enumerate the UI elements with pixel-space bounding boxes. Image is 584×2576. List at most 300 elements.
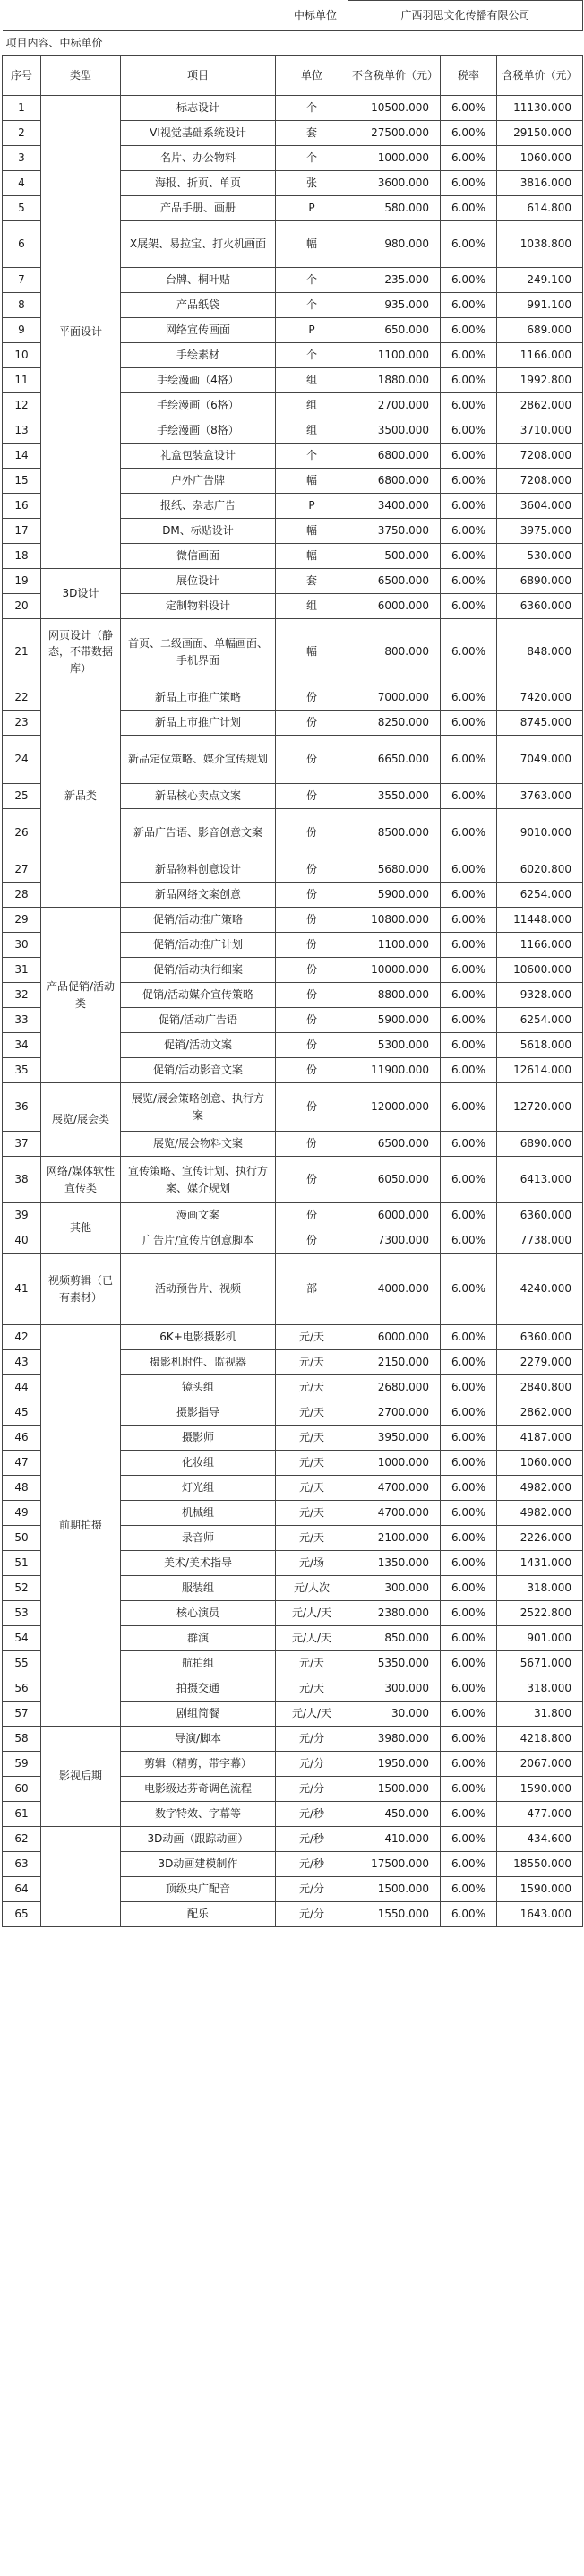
price-inc-tax: 1060.000 [497, 1451, 583, 1476]
item-name: 剪辑（精剪，带字幕） [121, 1752, 276, 1777]
price-ex-tax: 6000.000 [348, 1203, 441, 1228]
price-inc-tax: 6360.000 [497, 1203, 583, 1228]
tax-rate: 6.00% [441, 1008, 497, 1033]
price-ex-tax: 1550.000 [348, 1902, 441, 1927]
row-number: 6 [3, 221, 41, 268]
price-ex-tax: 7300.000 [348, 1228, 441, 1254]
item-name: VI视觉基础系统设计 [121, 121, 276, 146]
unit-cell: P [276, 318, 348, 343]
row-number: 35 [3, 1058, 41, 1083]
price-inc-tax: 6254.000 [497, 883, 583, 908]
price-inc-tax: 3763.000 [497, 784, 583, 809]
row-number: 26 [3, 809, 41, 857]
row-number: 1 [3, 96, 41, 121]
price-inc-tax: 6890.000 [497, 1132, 583, 1157]
item-name: 定制物料设计 [121, 594, 276, 619]
price-inc-tax: 2226.000 [497, 1526, 583, 1551]
item-name: 宣传策略、宣传计划、执行方案、媒介规划 [121, 1157, 276, 1203]
unit-cell: 元/人次 [276, 1576, 348, 1601]
tax-rate: 6.00% [441, 784, 497, 809]
unit-cell: 元/秒 [276, 1852, 348, 1877]
unit-cell: P [276, 196, 348, 221]
unit-cell: 张 [276, 171, 348, 196]
table-subtitle: 项目内容、中标单价 [3, 31, 583, 56]
unit-cell: 份 [276, 784, 348, 809]
item-name: 灯光组 [121, 1476, 276, 1501]
price-inc-tax: 1038.800 [497, 221, 583, 268]
row-number: 31 [3, 958, 41, 983]
row-number: 38 [3, 1157, 41, 1203]
tax-rate: 6.00% [441, 809, 497, 857]
item-name: 礼盒包装盒设计 [121, 444, 276, 469]
tax-rate: 6.00% [441, 1601, 497, 1626]
price-inc-tax: 249.100 [497, 268, 583, 293]
item-name: 名片、办公物料 [121, 146, 276, 171]
row-number: 23 [3, 711, 41, 736]
unit-cell: 组 [276, 393, 348, 418]
row-number: 29 [3, 908, 41, 933]
unit-cell: 份 [276, 1008, 348, 1033]
price-ex-tax: 300.000 [348, 1576, 441, 1601]
price-inc-tax: 2067.000 [497, 1752, 583, 1777]
table-row [3, 1157, 583, 1203]
tax-rate: 6.00% [441, 1501, 497, 1526]
unit-cell: 份 [276, 1083, 348, 1132]
row-number: 4 [3, 171, 41, 196]
price-ex-tax: 10800.000 [348, 908, 441, 933]
price-ex-tax: 3550.000 [348, 784, 441, 809]
row-number: 49 [3, 1501, 41, 1526]
item-name: 6K+电影摄影机 [121, 1325, 276, 1350]
price-inc-tax: 2862.000 [497, 393, 583, 418]
row-number: 27 [3, 857, 41, 883]
unit-cell: 元/人/天 [276, 1702, 348, 1727]
price-ex-tax: 6500.000 [348, 1132, 441, 1157]
row-number: 25 [3, 784, 41, 809]
item-name: 海报、折页、单页 [121, 171, 276, 196]
row-number: 50 [3, 1526, 41, 1551]
unit-cell: 幅 [276, 519, 348, 544]
item-name: 促销/活动文案 [121, 1033, 276, 1058]
tax-rate: 6.00% [441, 1802, 497, 1827]
category-cell: 影视后期 [41, 1727, 121, 1827]
unit-cell: 套 [276, 121, 348, 146]
item-name: 产品纸袋 [121, 293, 276, 318]
category-cell: 视频剪辑（已有素材） [41, 1254, 121, 1325]
category-cell: 平面设计 [41, 96, 121, 569]
tax-rate: 6.00% [441, 1350, 497, 1375]
tax-rate: 6.00% [441, 1827, 497, 1852]
price-ex-tax: 27500.000 [348, 121, 441, 146]
item-name: 促销/活动媒介宣传策略 [121, 983, 276, 1008]
unit-cell: 元/秒 [276, 1802, 348, 1827]
tax-rate: 6.00% [441, 1325, 497, 1350]
price-ex-tax: 12000.000 [348, 1083, 441, 1132]
unit-cell: 组 [276, 368, 348, 393]
row-number: 58 [3, 1727, 41, 1752]
tax-rate: 6.00% [441, 857, 497, 883]
price-ex-tax: 10000.000 [348, 958, 441, 983]
item-name: 展览/展会策略创意、执行方案 [121, 1083, 276, 1132]
price-ex-tax: 1100.000 [348, 343, 441, 368]
table-row [3, 685, 583, 711]
item-name: 新品上市推广计划 [121, 711, 276, 736]
price-inc-tax: 9010.000 [497, 809, 583, 857]
price-inc-tax: 31.800 [497, 1702, 583, 1727]
price-ex-tax: 3980.000 [348, 1727, 441, 1752]
category-cell: 新品类 [41, 685, 121, 908]
unit-cell: 元/分 [276, 1902, 348, 1927]
item-name: 电影级达芬奇调色流程 [121, 1777, 276, 1802]
row-number: 34 [3, 1033, 41, 1058]
price-ex-tax: 5300.000 [348, 1033, 441, 1058]
tax-rate: 6.00% [441, 983, 497, 1008]
col-header-price-in: 含税单价（元） [497, 56, 583, 96]
price-ex-tax: 4700.000 [348, 1501, 441, 1526]
tax-rate: 6.00% [441, 393, 497, 418]
price-inc-tax: 1060.000 [497, 146, 583, 171]
tax-rate: 6.00% [441, 1476, 497, 1501]
item-name: 促销/活动执行细案 [121, 958, 276, 983]
price-ex-tax: 3400.000 [348, 494, 441, 519]
price-inc-tax: 6254.000 [497, 1008, 583, 1033]
item-name: 美术/美术指导 [121, 1551, 276, 1576]
price-ex-tax: 1880.000 [348, 368, 441, 393]
item-name: 新品网络文案创意 [121, 883, 276, 908]
row-number: 51 [3, 1551, 41, 1576]
price-ex-tax: 11900.000 [348, 1058, 441, 1083]
row-number: 40 [3, 1228, 41, 1254]
header-row-columns [3, 56, 583, 96]
item-name: 群演 [121, 1626, 276, 1651]
unit-cell: 元/场 [276, 1551, 348, 1576]
tax-rate: 6.00% [441, 933, 497, 958]
price-inc-tax: 614.800 [497, 196, 583, 221]
tax-rate: 6.00% [441, 268, 497, 293]
unit-cell: 组 [276, 418, 348, 444]
tax-rate: 6.00% [441, 196, 497, 221]
row-number: 41 [3, 1254, 41, 1325]
price-inc-tax: 991.100 [497, 293, 583, 318]
tax-rate: 6.00% [441, 1400, 497, 1426]
tax-rate: 6.00% [441, 1902, 497, 1927]
price-inc-tax: 3604.000 [497, 494, 583, 519]
price-inc-tax: 6020.800 [497, 857, 583, 883]
price-ex-tax: 580.000 [348, 196, 441, 221]
item-name: 展览/展会物料文案 [121, 1132, 276, 1157]
unit-cell: 份 [276, 1203, 348, 1228]
tax-rate: 6.00% [441, 418, 497, 444]
item-name: 拍摄交通 [121, 1676, 276, 1702]
item-name: 新品物料创意设计 [121, 857, 276, 883]
tax-rate: 6.00% [441, 368, 497, 393]
item-name: 漫画文案 [121, 1203, 276, 1228]
price-ex-tax: 6800.000 [348, 469, 441, 494]
price-inc-tax: 7208.000 [497, 444, 583, 469]
tax-rate: 6.00% [441, 444, 497, 469]
tax-rate: 6.00% [441, 171, 497, 196]
row-number: 2 [3, 121, 41, 146]
price-ex-tax: 6050.000 [348, 1157, 441, 1203]
price-ex-tax: 5350.000 [348, 1651, 441, 1676]
item-name: 3D动画（跟踪动画） [121, 1827, 276, 1852]
tax-rate: 6.00% [441, 1777, 497, 1802]
row-number: 11 [3, 368, 41, 393]
row-number: 5 [3, 196, 41, 221]
unit-cell: 元/秒 [276, 1827, 348, 1852]
unit-cell: 份 [276, 933, 348, 958]
unit-cell: 份 [276, 1228, 348, 1254]
tax-rate: 6.00% [441, 1157, 497, 1203]
price-inc-tax: 4240.000 [497, 1254, 583, 1325]
unit-cell: 元/天 [276, 1676, 348, 1702]
row-number: 52 [3, 1576, 41, 1601]
row-number: 44 [3, 1375, 41, 1400]
price-inc-tax: 7420.000 [497, 685, 583, 711]
unit-cell: 个 [276, 444, 348, 469]
unit-cell: 份 [276, 883, 348, 908]
unit-cell: 元/天 [276, 1325, 348, 1350]
row-number: 48 [3, 1476, 41, 1501]
tax-rate: 6.00% [441, 1676, 497, 1702]
category-cell: 其他 [41, 1203, 121, 1254]
tax-rate: 6.00% [441, 1451, 497, 1476]
item-name: 微信画面 [121, 544, 276, 569]
price-inc-tax: 1992.800 [497, 368, 583, 393]
price-ex-tax: 6800.000 [348, 444, 441, 469]
unit-cell: 份 [276, 685, 348, 711]
row-number: 17 [3, 519, 41, 544]
price-inc-tax: 5671.000 [497, 1651, 583, 1676]
table-row [3, 619, 583, 685]
price-ex-tax: 2700.000 [348, 1400, 441, 1426]
item-name: 数字特效、字幕等 [121, 1802, 276, 1827]
price-ex-tax: 500.000 [348, 544, 441, 569]
row-number: 32 [3, 983, 41, 1008]
col-header-unit: 单位 [276, 56, 348, 96]
item-name: 3D动画建模制作 [121, 1852, 276, 1877]
price-inc-tax: 3975.000 [497, 519, 583, 544]
table-row [3, 908, 583, 933]
company-name: 广西羽思文化传播有限公司 [348, 1, 583, 31]
tax-rate: 6.00% [441, 318, 497, 343]
tax-rate: 6.00% [441, 221, 497, 268]
price-inc-tax: 848.000 [497, 619, 583, 685]
price-ex-tax: 235.000 [348, 268, 441, 293]
row-number: 60 [3, 1777, 41, 1802]
price-inc-tax: 29150.000 [497, 121, 583, 146]
price-ex-tax: 6650.000 [348, 736, 441, 784]
price-inc-tax: 9328.000 [497, 983, 583, 1008]
row-number: 61 [3, 1802, 41, 1827]
item-name: 广告片/宣传片创意脚本 [121, 1228, 276, 1254]
unit-cell: 份 [276, 908, 348, 933]
item-name: 台牌、桐叶贴 [121, 268, 276, 293]
row-number: 57 [3, 1702, 41, 1727]
price-inc-tax: 318.000 [497, 1676, 583, 1702]
table-row [3, 569, 583, 594]
tax-rate: 6.00% [441, 1228, 497, 1254]
col-header-tax: 税率 [441, 56, 497, 96]
category-cell: 展览/展会类 [41, 1083, 121, 1157]
tax-rate: 6.00% [441, 146, 497, 171]
price-inc-tax: 2522.800 [497, 1601, 583, 1626]
price-inc-tax: 318.000 [497, 1576, 583, 1601]
tax-rate: 6.00% [441, 1132, 497, 1157]
price-inc-tax: 6360.000 [497, 594, 583, 619]
table-row [3, 1254, 583, 1325]
row-number: 15 [3, 469, 41, 494]
item-name: 手绘漫画（8格） [121, 418, 276, 444]
unit-cell: 元/分 [276, 1752, 348, 1777]
price-inc-tax: 11448.000 [497, 908, 583, 933]
price-inc-tax: 2279.000 [497, 1350, 583, 1375]
tax-rate: 6.00% [441, 1702, 497, 1727]
unit-cell: 元/天 [276, 1400, 348, 1426]
price-ex-tax: 850.000 [348, 1626, 441, 1651]
item-name: 促销/活动广告语 [121, 1008, 276, 1033]
unit-cell: 个 [276, 293, 348, 318]
item-name: 核心演员 [121, 1601, 276, 1626]
table-row [3, 1827, 583, 1852]
price-inc-tax: 901.000 [497, 1626, 583, 1651]
price-inc-tax: 6890.000 [497, 569, 583, 594]
category-cell: 前期拍摄 [41, 1325, 121, 1727]
table-row [3, 96, 583, 121]
row-number: 47 [3, 1451, 41, 1476]
price-ex-tax: 5900.000 [348, 883, 441, 908]
category-cell: 3D设计 [41, 569, 121, 619]
price-ex-tax: 2100.000 [348, 1526, 441, 1551]
unit-cell: 幅 [276, 469, 348, 494]
tax-rate: 6.00% [441, 1752, 497, 1777]
price-ex-tax: 3750.000 [348, 519, 441, 544]
price-ex-tax: 650.000 [348, 318, 441, 343]
price-inc-tax: 4982.000 [497, 1501, 583, 1526]
tax-rate: 6.00% [441, 1426, 497, 1451]
tax-rate: 6.00% [441, 1651, 497, 1676]
row-number: 53 [3, 1601, 41, 1626]
unit-cell: 套 [276, 569, 348, 594]
tax-rate: 6.00% [441, 883, 497, 908]
item-name: 促销/活动影音文案 [121, 1058, 276, 1083]
tax-rate: 6.00% [441, 1375, 497, 1400]
item-name: 网络宣传画面 [121, 318, 276, 343]
item-name: 镜头组 [121, 1375, 276, 1400]
price-ex-tax: 2700.000 [348, 393, 441, 418]
unit-cell: 个 [276, 96, 348, 121]
item-name: 新品核心卖点文案 [121, 784, 276, 809]
price-ex-tax: 410.000 [348, 1827, 441, 1852]
price-ex-tax: 5900.000 [348, 1008, 441, 1033]
unit-cell: 份 [276, 857, 348, 883]
price-inc-tax: 11130.000 [497, 96, 583, 121]
price-ex-tax: 2680.000 [348, 1375, 441, 1400]
row-number: 12 [3, 393, 41, 418]
price-ex-tax: 3500.000 [348, 418, 441, 444]
price-inc-tax: 1166.000 [497, 343, 583, 368]
price-inc-tax: 1643.000 [497, 1902, 583, 1927]
price-ex-tax: 7000.000 [348, 685, 441, 711]
tax-rate: 6.00% [441, 343, 497, 368]
row-number: 39 [3, 1203, 41, 1228]
item-name: 产品手册、画册 [121, 196, 276, 221]
tax-rate: 6.00% [441, 1551, 497, 1576]
item-name: 标志设计 [121, 96, 276, 121]
header-row-company [3, 1, 583, 31]
tax-rate: 6.00% [441, 1083, 497, 1132]
row-number: 28 [3, 883, 41, 908]
row-number: 3 [3, 146, 41, 171]
unit-cell: 组 [276, 594, 348, 619]
item-name: 手绘漫画（4格） [121, 368, 276, 393]
item-name: 手绘素材 [121, 343, 276, 368]
price-inc-tax: 4982.000 [497, 1476, 583, 1501]
item-name: 活动预告片、视频 [121, 1254, 276, 1325]
unit-cell: 份 [276, 711, 348, 736]
bid-price-table [2, 0, 583, 1927]
unit-cell: 元/天 [276, 1476, 348, 1501]
row-number: 20 [3, 594, 41, 619]
unit-cell: 元/天 [276, 1375, 348, 1400]
price-ex-tax: 6000.000 [348, 1325, 441, 1350]
row-number: 64 [3, 1877, 41, 1902]
price-ex-tax: 17500.000 [348, 1852, 441, 1877]
table-body [3, 1, 583, 1927]
row-number: 30 [3, 933, 41, 958]
col-header-no: 序号 [3, 56, 41, 96]
row-number: 55 [3, 1651, 41, 1676]
price-inc-tax: 6360.000 [497, 1325, 583, 1350]
tax-rate: 6.00% [441, 1033, 497, 1058]
unit-cell: 元/分 [276, 1727, 348, 1752]
item-name: 顶级央广配音 [121, 1877, 276, 1902]
price-ex-tax: 3600.000 [348, 171, 441, 196]
price-ex-tax: 4000.000 [348, 1254, 441, 1325]
unit-cell: 部 [276, 1254, 348, 1325]
row-number: 65 [3, 1902, 41, 1927]
price-inc-tax: 2840.800 [497, 1375, 583, 1400]
row-number: 33 [3, 1008, 41, 1033]
table-row [3, 1203, 583, 1228]
row-number: 63 [3, 1852, 41, 1877]
unit-cell: 元/天 [276, 1426, 348, 1451]
row-number: 62 [3, 1827, 41, 1852]
price-ex-tax: 980.000 [348, 221, 441, 268]
item-name: 机械组 [121, 1501, 276, 1526]
tax-rate: 6.00% [441, 569, 497, 594]
bid-unit-label: 中标单位 [3, 1, 348, 31]
item-name: 促销/活动推广策略 [121, 908, 276, 933]
price-inc-tax: 18550.000 [497, 1852, 583, 1877]
item-name: X展架、易拉宝、打火机画面 [121, 221, 276, 268]
price-ex-tax: 1950.000 [348, 1752, 441, 1777]
row-number: 13 [3, 418, 41, 444]
price-inc-tax: 1590.000 [497, 1777, 583, 1802]
tax-rate: 6.00% [441, 1877, 497, 1902]
price-inc-tax: 434.600 [497, 1827, 583, 1852]
header-row-subtitle [3, 31, 583, 56]
tax-rate: 6.00% [441, 469, 497, 494]
price-ex-tax: 800.000 [348, 619, 441, 685]
col-header-price-ex: 不含税单价（元） [348, 56, 441, 96]
row-number: 10 [3, 343, 41, 368]
item-name: 配乐 [121, 1902, 276, 1927]
price-ex-tax: 2380.000 [348, 1601, 441, 1626]
tax-rate: 6.00% [441, 293, 497, 318]
unit-cell: 份 [276, 1058, 348, 1083]
unit-cell: 元/分 [276, 1777, 348, 1802]
